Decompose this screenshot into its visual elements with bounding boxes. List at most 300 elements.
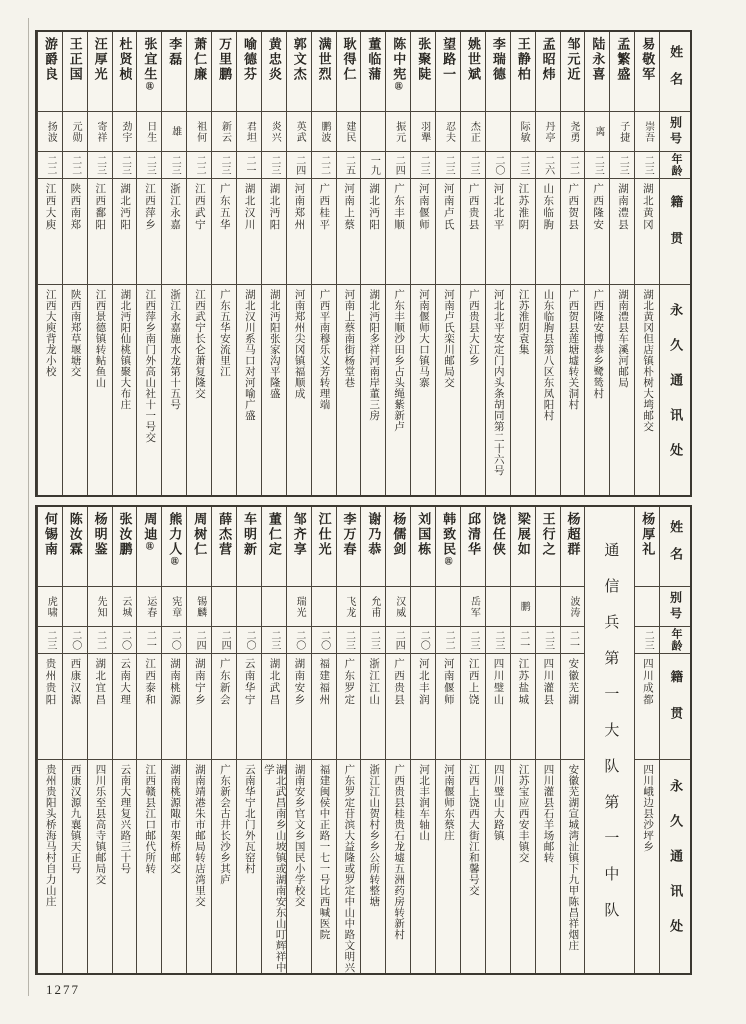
name-cell — [212, 507, 236, 587]
address-cell — [337, 760, 361, 973]
age-cell — [411, 627, 435, 654]
person-name: 邱清华 — [465, 512, 481, 557]
address-cell — [635, 760, 659, 973]
person-column — [410, 32, 435, 495]
person-column — [161, 32, 186, 495]
native-cell — [635, 179, 659, 285]
note-mark: ㊟ — [444, 557, 454, 565]
age-cell — [561, 627, 585, 654]
person-name: 汪厚光 — [92, 37, 108, 82]
address-cell-text: 河南偃师东蔡庄 — [442, 764, 454, 841]
header-native — [660, 179, 690, 285]
unit-label-cell — [585, 507, 634, 973]
name-cell — [585, 32, 609, 112]
header-alias — [660, 587, 690, 627]
age-cell-text: 二五 — [343, 155, 355, 175]
address-cell-text: 广东新会古井长沙乡其庐 — [218, 764, 230, 885]
age-cell — [237, 627, 261, 654]
address-cell — [585, 285, 609, 495]
address-cell-text: 湖南靖港朱市邮局转店湾里交 — [194, 764, 206, 907]
age-cell — [312, 627, 336, 654]
name-cell — [361, 507, 385, 587]
age-cell-text: 二六 — [542, 155, 554, 175]
age-cell — [287, 627, 311, 654]
alias-cell-text: 羽犟 — [418, 120, 430, 143]
age-cell-text: 二二 — [69, 155, 81, 175]
age-cell-text: 二二 — [443, 630, 455, 650]
age-cell — [113, 627, 137, 654]
address-cell — [561, 760, 585, 973]
age-cell — [536, 152, 560, 179]
person-name: 黄忠炎 — [266, 37, 282, 82]
age-cell-text: 二二 — [194, 155, 206, 175]
note-mark: ㊟ — [170, 557, 180, 565]
name-cell — [113, 507, 137, 587]
address-cell — [312, 760, 336, 973]
native-cell-text: 安徽芜湖 — [567, 658, 579, 706]
native-cell — [511, 179, 535, 285]
header-age-text: 年龄 — [670, 153, 682, 177]
person-name: 杨厚礼 — [640, 512, 656, 557]
person-name: 韩致民㊟ — [441, 512, 457, 565]
name-cell — [113, 32, 137, 112]
person-column — [62, 32, 87, 495]
unit-label: 通信兵第一大队第一中队 — [602, 542, 619, 938]
age-cell-text: 二四 — [393, 155, 405, 175]
person-column — [410, 507, 435, 973]
alias-cell — [88, 587, 112, 627]
native-cell-text: 河北北平 — [492, 183, 504, 231]
person-name: 喻德芬 — [241, 37, 257, 82]
person-column — [460, 32, 485, 495]
alias-cell — [287, 587, 311, 627]
person-column — [510, 507, 535, 973]
age-cell-text: 二三 — [119, 155, 131, 175]
native-cell — [486, 654, 510, 760]
native-cell-text: 广西贵县 — [467, 183, 479, 231]
person-column — [634, 507, 659, 973]
person-name: 江仕光 — [316, 512, 332, 557]
address-cell — [287, 285, 311, 495]
header-age — [660, 152, 690, 179]
native-cell-text: 湖北宜昌 — [94, 658, 106, 706]
address-cell-text: 广西贵县桂贵石龙墟五洲药房转新村 — [393, 764, 405, 940]
native-cell-text: 江西泰和 — [144, 658, 156, 706]
age-cell-text: 二〇 — [318, 630, 330, 650]
name-cell — [287, 507, 311, 587]
person-name: 王行之 — [540, 512, 556, 557]
address-cell — [187, 760, 211, 973]
address-cell — [137, 760, 161, 973]
alias-cell — [237, 112, 261, 152]
name-cell — [187, 507, 211, 587]
name-cell — [536, 32, 560, 112]
alias-cell — [287, 112, 311, 152]
age-cell-text: 二三 — [542, 630, 554, 650]
name-cell — [411, 32, 435, 112]
name-cell — [635, 32, 659, 112]
address-cell-text: 贵州贵阳头桥海马村自力山庄 — [44, 764, 56, 907]
person-name: 邹元近 — [565, 37, 581, 82]
age-cell-text: 二二 — [318, 155, 330, 175]
native-cell-text: 江苏盐城 — [517, 658, 529, 706]
person-column — [485, 507, 510, 973]
alias-cell-text: 英武 — [294, 120, 306, 143]
age-cell — [536, 627, 560, 654]
alias-cell — [38, 112, 62, 152]
native-cell-text: 广东新会 — [218, 658, 230, 706]
native-cell — [536, 179, 560, 285]
native-cell-text: 山东临朐 — [542, 183, 554, 231]
native-cell — [113, 179, 137, 285]
name-cell — [88, 507, 112, 587]
alias-cell-text: 鹏 — [518, 601, 530, 612]
person-name: 郭文杰 — [291, 37, 307, 82]
address-cell-text: 西康汉源九襄镇天正号 — [69, 764, 81, 874]
person-name: 杜贤桢 — [117, 37, 133, 82]
person-column — [460, 507, 485, 973]
age-cell-text: 二三 — [642, 155, 654, 175]
alias-cell — [137, 112, 161, 152]
alias-cell — [486, 587, 510, 627]
person-name: 董仁定 — [266, 512, 282, 557]
native-cell — [411, 654, 435, 760]
native-cell-text: 浙江江山 — [368, 658, 380, 706]
name-cell — [63, 32, 87, 112]
name-cell — [511, 32, 535, 112]
native-cell-text: 湖南安乡 — [293, 658, 305, 706]
scan-edge-line — [28, 18, 29, 996]
name-cell — [287, 32, 311, 112]
alias-cell — [436, 112, 460, 152]
native-cell — [361, 654, 385, 760]
address-cell-text: 河南郑州尖冈镇福顺成 — [293, 289, 305, 399]
person-column — [161, 507, 186, 973]
alias-cell — [436, 587, 460, 627]
address-cell — [88, 285, 112, 495]
native-cell-text: 湖南澧县 — [616, 183, 628, 231]
native-cell — [486, 179, 510, 285]
header-column — [659, 507, 690, 973]
alias-cell-text: 崇吾 — [642, 120, 654, 143]
age-cell-text: 二三 — [44, 630, 56, 650]
native-cell-text: 四川璧山 — [492, 658, 504, 706]
name-cell — [137, 507, 161, 587]
age-cell-text: 二一 — [567, 630, 579, 650]
address-cell-text: 河北丰润车轴山 — [418, 764, 430, 841]
age-cell — [187, 627, 211, 654]
address-cell — [436, 285, 460, 495]
alias-cell-text: 君坦 — [244, 120, 256, 143]
name-cell — [312, 507, 336, 587]
header-address-text: 永久通讯处 — [668, 779, 684, 954]
native-cell — [212, 654, 236, 760]
name-cell — [411, 507, 435, 587]
native-cell-text: 广西隆安 — [592, 183, 604, 231]
address-cell-text: 江西景德镇转鲇鱼山 — [94, 289, 106, 388]
person-name: 陈汝霖 — [67, 512, 83, 557]
age-cell-text: 二四 — [393, 630, 405, 650]
person-column — [360, 507, 385, 973]
alias-cell-text: 元勋 — [70, 120, 82, 143]
person-column — [584, 32, 609, 495]
alias-cell — [411, 587, 435, 627]
age-cell — [635, 627, 659, 654]
address-cell-text: 江苏淮阴袁集 — [517, 289, 529, 355]
alias-cell-text: 离 — [592, 126, 604, 137]
header-native-text: 籍贯 — [668, 670, 683, 743]
person-name: 谢乃恭 — [366, 512, 382, 557]
alias-cell — [585, 112, 609, 152]
person-name: 李磊 — [167, 37, 183, 67]
native-cell — [262, 179, 286, 285]
address-cell — [461, 760, 485, 973]
address-cell-text: 广西贵县大江乡 — [467, 289, 479, 366]
address-cell-text: 河南上蔡南街杨堂巷 — [343, 289, 355, 388]
age-cell — [386, 627, 410, 654]
person-name: 梁展如 — [515, 512, 531, 557]
address-cell — [212, 285, 236, 495]
address-cell-text: 江西上饶西大街江和馨号交 — [467, 764, 479, 896]
person-name: 姚世斌 — [465, 37, 481, 82]
alias-cell-text: 忍夫 — [443, 120, 455, 143]
alias-cell — [536, 587, 560, 627]
person-name: 杨超群 — [565, 512, 581, 557]
header-address-text: 永久通讯处 — [668, 302, 684, 478]
native-cell — [212, 179, 236, 285]
address-cell — [113, 760, 137, 973]
header-column — [659, 32, 690, 495]
age-cell — [635, 152, 659, 179]
name-cell — [237, 32, 261, 112]
address-cell-text: 湖南安乡官文乡国民小学校交 — [293, 764, 305, 907]
address-cell-text: 江西萍乡南门外高山社十一号交 — [144, 289, 156, 443]
address-cell — [237, 760, 261, 973]
person-column — [37, 32, 62, 495]
alias-cell — [38, 587, 62, 627]
person-name: 邹齐享 — [291, 512, 307, 557]
address-cell — [63, 285, 87, 495]
person-column — [261, 507, 286, 973]
age-cell — [262, 627, 286, 654]
alias-cell — [337, 112, 361, 152]
name-cell — [361, 32, 385, 112]
native-cell-text: 广东五华 — [218, 183, 230, 231]
header-alias-text: 别号 — [668, 590, 683, 623]
age-cell — [361, 627, 385, 654]
address-cell — [511, 285, 535, 495]
age-cell — [461, 627, 485, 654]
address-cell — [511, 760, 535, 973]
address-cell-text: 广东五华安流里江 — [218, 289, 230, 377]
native-cell — [411, 179, 435, 285]
native-cell-text: 河南偃师 — [417, 183, 429, 231]
age-cell — [137, 627, 161, 654]
name-cell — [38, 32, 62, 112]
alias-cell-text: 云城 — [119, 595, 131, 618]
address-cell-text: 广西隆安博恭乡鹭鸶村 — [592, 289, 604, 399]
native-cell — [162, 654, 186, 760]
address-cell-text: 广东丰顺沙田乡占头绳紫新卢 — [393, 289, 405, 432]
age-cell-text: 二三 — [219, 155, 231, 175]
address-cell — [411, 285, 435, 495]
age-cell — [337, 627, 361, 654]
address-cell — [361, 285, 385, 495]
address-cell-text: 河南卢氏栾川邮局交 — [442, 289, 454, 388]
name-cell — [561, 32, 585, 112]
address-cell — [536, 760, 560, 973]
alias-cell — [113, 112, 137, 152]
person-column — [186, 32, 211, 495]
roster-table-top — [35, 30, 692, 497]
native-cell — [386, 179, 410, 285]
native-cell — [287, 179, 311, 285]
address-cell — [312, 285, 336, 495]
address-cell-text: 湖北沔阳张家沟平隆盛 — [268, 289, 280, 399]
header-native-text: 籍贯 — [668, 195, 683, 268]
age-cell-text: 二三 — [368, 630, 380, 650]
person-name: 萧仁廉 — [192, 37, 208, 82]
native-cell-text: 河北丰润 — [417, 658, 429, 706]
address-cell — [635, 285, 659, 495]
native-cell — [137, 179, 161, 285]
address-cell-text: 云南大理复兴路三十号 — [119, 764, 131, 874]
age-cell-text: 二四 — [194, 630, 206, 650]
name-cell — [262, 507, 286, 587]
address-cell-text: 江西武宁长仑萧复隆交 — [194, 289, 206, 399]
address-cell — [461, 285, 485, 495]
person-name: 饶任侠 — [490, 512, 506, 557]
age-cell-text: 二〇 — [243, 630, 255, 650]
name-cell — [38, 507, 62, 587]
alias-cell-text: 建民 — [343, 120, 355, 143]
header-name-text: 姓名 — [668, 519, 684, 574]
name-cell — [436, 507, 460, 587]
native-cell — [237, 179, 261, 285]
native-cell-text: 湖南桃源 — [168, 658, 180, 706]
header-address — [660, 285, 690, 495]
header-name-text: 姓名 — [668, 44, 684, 99]
person-column — [609, 32, 634, 495]
age-cell-text: 二四 — [293, 155, 305, 175]
person-column — [535, 507, 560, 973]
age-cell — [386, 152, 410, 179]
native-cell-text: 湖北沔阳 — [368, 183, 380, 231]
alias-cell — [361, 112, 385, 152]
native-cell-text: 四川灌县 — [542, 658, 554, 706]
name-cell — [436, 32, 460, 112]
header-age — [660, 627, 690, 654]
alias-cell — [561, 112, 585, 152]
age-cell — [88, 627, 112, 654]
alias-cell — [262, 112, 286, 152]
address-cell-text: 四川峨边县沙坪乡 — [642, 764, 654, 852]
age-cell-text: 二三 — [144, 155, 156, 175]
alias-cell-text: 劲宇 — [119, 120, 131, 143]
name-cell — [386, 507, 410, 587]
person-column — [136, 507, 161, 973]
age-cell-text: 二〇 — [119, 630, 131, 650]
note-mark: ㊟ — [394, 82, 404, 90]
page-number: 1277 — [46, 982, 80, 997]
age-cell — [88, 152, 112, 179]
alias-cell — [635, 587, 659, 627]
age-cell — [113, 152, 137, 179]
name-cell — [312, 32, 336, 112]
address-cell-text: 江苏宝应西安丰镇交 — [517, 764, 529, 863]
name-cell — [187, 32, 211, 112]
alias-cell-text: 汉威 — [393, 595, 405, 618]
age-cell-text: 二三 — [517, 155, 529, 175]
native-cell-text: 福建福州 — [318, 658, 330, 706]
alias-cell-text: 运春 — [144, 595, 156, 618]
person-name: 孟昭炜 — [540, 37, 556, 82]
age-cell — [38, 627, 62, 654]
name-cell — [162, 507, 186, 587]
name-cell — [137, 32, 161, 112]
alias-cell-text: 锡麟 — [194, 595, 206, 618]
age-cell-text: 二一 — [243, 155, 255, 175]
address-cell — [486, 760, 510, 973]
person-name: 周迪㊟ — [142, 512, 158, 550]
alias-cell — [486, 112, 510, 152]
native-cell-text: 广西桂平 — [318, 183, 330, 231]
alias-cell — [262, 587, 286, 627]
native-cell-text: 江西武宁 — [193, 183, 205, 231]
age-cell-text: 二〇 — [418, 630, 430, 650]
person-name: 刘国栋 — [416, 512, 432, 557]
native-cell — [162, 179, 186, 285]
native-cell — [237, 654, 261, 760]
address-cell-text: 福建闽侯中正路一七一号比西喊医院 — [318, 764, 330, 940]
address-cell-text: 湖北沔阳仙桃镇聚大布庄 — [119, 289, 131, 410]
alias-cell — [361, 587, 385, 627]
age-cell — [312, 152, 336, 179]
alias-cell — [212, 587, 236, 627]
header-alias — [660, 112, 690, 152]
alias-cell — [386, 112, 410, 152]
alias-cell — [511, 112, 535, 152]
alias-cell — [511, 587, 535, 627]
native-cell — [63, 179, 87, 285]
alias-cell — [63, 587, 87, 627]
address-cell-text: 云南华宁北门外瓦窑村 — [243, 764, 255, 874]
address-cell-text: 浙江江山贺村乡乡公所转整塘 — [368, 764, 380, 907]
address-cell — [237, 285, 261, 495]
address-cell — [162, 285, 186, 495]
name-cell — [511, 507, 535, 587]
alias-cell-text: 际敏 — [518, 120, 530, 143]
age-cell-text: 二〇 — [69, 630, 81, 650]
address-cell-text: 湖南桃源陬市架桥邮交 — [169, 764, 181, 874]
person-column — [261, 32, 286, 495]
address-cell — [610, 285, 634, 495]
age-cell — [436, 152, 460, 179]
address-cell-text: 河北北平安定门内头条胡同第二十六号 — [492, 289, 504, 476]
native-cell — [461, 179, 485, 285]
person-column — [87, 507, 112, 973]
person-column — [37, 507, 62, 973]
person-name: 耿得仁 — [341, 37, 357, 82]
age-cell — [63, 152, 87, 179]
person-column — [485, 32, 510, 495]
person-name: 王静柏 — [515, 37, 531, 82]
name-cell — [486, 507, 510, 587]
note-mark: ㊟ — [145, 542, 155, 550]
address-cell-text: 陕西南郑草堰塘交 — [69, 289, 81, 377]
alias-cell-text: 岳军 — [468, 595, 480, 618]
address-cell-text: 江西赣县江口邮代所转 — [144, 764, 156, 874]
